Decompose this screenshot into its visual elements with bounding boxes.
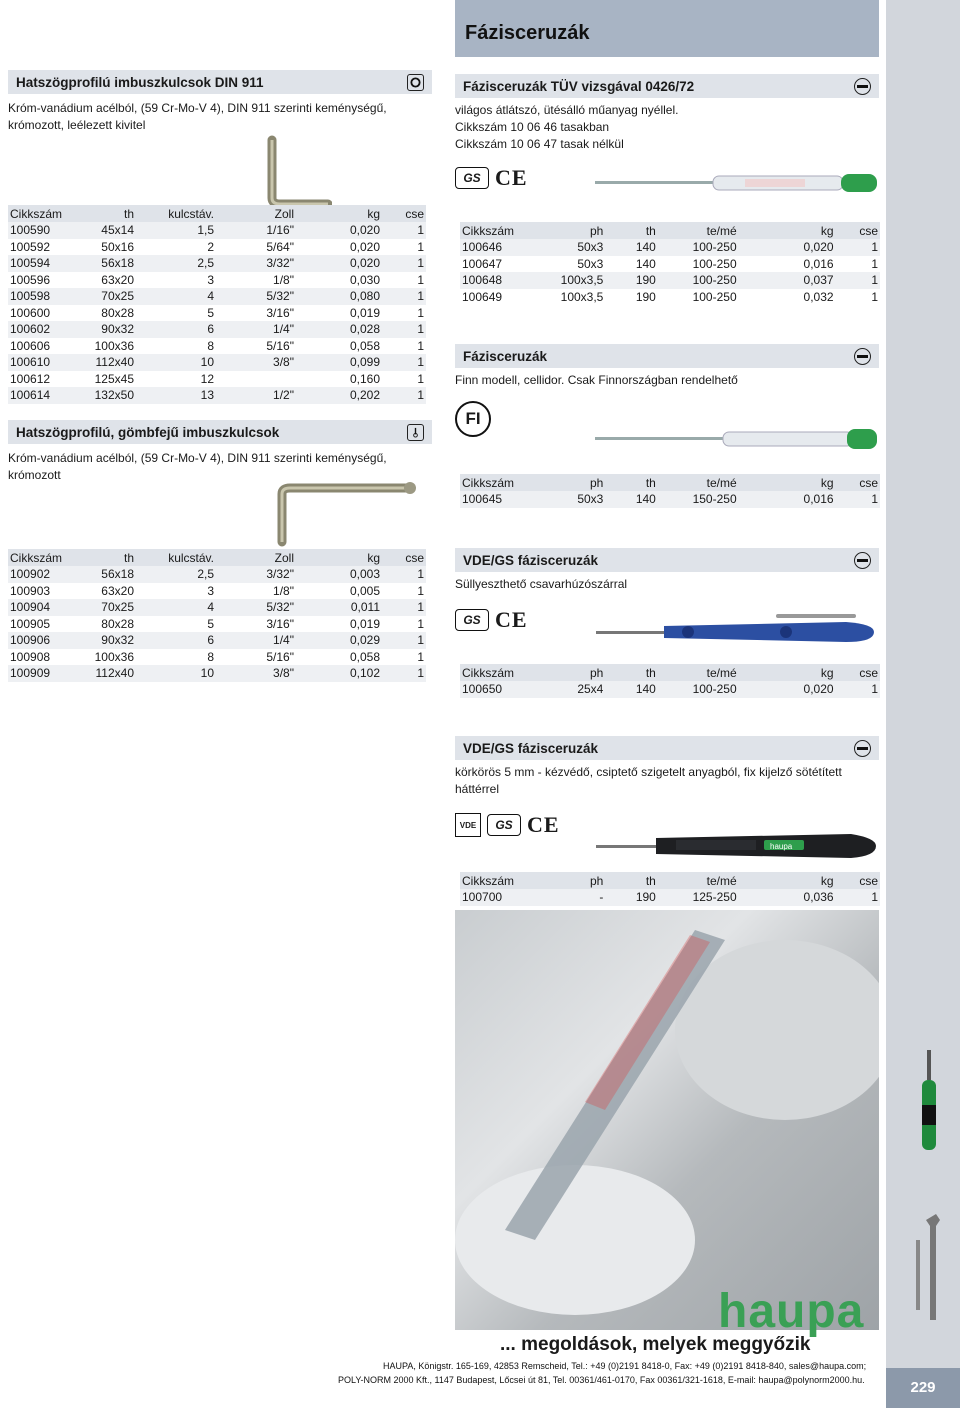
tool-brand-label: haupa [770,842,793,851]
table-cell: 1 [382,321,426,338]
table-cell: 8 [207,338,214,353]
column-header: th [605,222,658,239]
table-cell: 0,029 [296,632,382,649]
tester-in-socket-illustration [455,910,879,1330]
table-cell: 0,011 [296,599,382,616]
column-header: cse [836,872,880,889]
table-cell: 3/16" [266,305,294,320]
column-header: ph [537,222,606,239]
vde-tester-image [596,612,880,652]
table-cell: 90x32 [80,321,136,338]
table-cell: 0,020 [739,681,836,698]
table-row [8,599,426,616]
tools-icon [910,1210,950,1330]
section-description [8,100,432,134]
table-cell: 1 [417,616,424,631]
column-header: cse [836,222,880,239]
section-title-bar [455,736,879,760]
table-cell: 100x36 [94,649,134,664]
table-cell: 8 [207,649,214,664]
table-cell: 1/8" [273,583,294,598]
table-cell: 1 [382,222,426,239]
table-row [8,566,426,583]
table-cell: 1 [382,288,426,305]
tuv-tester-table [460,222,880,305]
table-cell: 5/16" [266,338,294,353]
table-cell: 6 [136,632,216,649]
ball-hex-key-table [8,549,426,682]
page-header [455,0,879,57]
column-header: Zoll [216,205,296,222]
table-cell: 100596 [10,272,51,287]
table-cell: 100905 [10,616,51,631]
table-cell: 100590 [8,222,80,239]
voltage-tester-image [595,168,881,198]
table-cell: 0,058 [349,338,380,353]
column-header: kg [296,205,382,222]
table-cell: 2 [207,239,214,254]
column-header: th [605,872,658,889]
table-cell: 1/4" [216,321,296,338]
column-header: te/mé [658,222,739,239]
table-row [460,491,880,508]
table-cell: 1 [382,599,426,616]
table-cell: 112x40 [80,665,136,682]
table-row [460,681,880,698]
desc-line: Cikkszám 10 06 46 tasakban [455,120,610,134]
gs-mark-icon: GS [487,814,521,836]
column-header: Cikkszám [8,549,80,566]
voltage-tester-fi-image [595,424,881,454]
table-cell: 100x3,5 [560,289,604,304]
table-cell: 0,020 [296,255,382,272]
table-cell: 1 [417,305,424,320]
table-cell: 1 [382,387,426,404]
table-cell: 100647 [462,256,503,271]
section-description: Finn modell, cellidor. Csak Finnországban rendelhető [455,373,738,387]
table-cell: 5/64" [266,239,294,254]
section-title-bar [455,548,879,572]
table-cell: 1 [871,289,878,304]
table-row [8,616,426,633]
table-row [460,239,880,256]
screwdriver-slot-icon [854,78,871,95]
desc-line: háttérrel [455,782,500,796]
table-cell: 100-250 [692,256,737,271]
table-cell: 100-250 [658,239,739,256]
table-cell: 50x3 [577,256,604,271]
table-cell: 1 [417,239,424,254]
table-cell: 0,016 [739,491,836,508]
table-cell: 190 [605,272,658,289]
table-cell: 3/8" [216,665,296,682]
table-cell: 56x18 [80,255,136,272]
column-header: th [80,205,136,222]
table-cell: 100614 [8,387,80,404]
table-cell [216,371,296,388]
footer-address-2: POLY-NORM 2000 Kft., 1147 Budapest, Lőcsei út 81, Tel. 00361/461-0170, Fax 00361/321-1618, E-mail: haupa@polynorm2000.hu. [338,1375,865,1385]
table-cell: 3/8" [216,354,296,371]
table-cell: 50x3 [537,491,606,508]
gs-mark-icon: GS [455,609,489,631]
table-cell: 5 [207,616,214,631]
table-cell: 100x36 [94,338,134,353]
table-cell: 12 [200,371,214,386]
table-cell: 100908 [10,649,51,664]
table-cell: 1 [417,272,424,287]
table-cell: 13 [136,387,216,404]
table-cell: 100650 [460,681,537,698]
column-header: kg [296,549,382,566]
ball-hex-key-image [270,480,420,552]
fi-mark-icon: FI [455,401,491,437]
column-header: Cikkszám [460,872,537,889]
page-title: Fázisceruzák [465,22,590,44]
brand-logo: haupa [718,1285,865,1338]
table-cell: - [537,889,606,906]
column-header: kg [739,664,836,681]
table-cell: 100612 [10,371,51,386]
table-cell: 5/32" [216,288,296,305]
table-cell: 1,5 [136,222,216,239]
table-cell: 5/16" [266,649,294,664]
vde-tester-table [460,664,880,698]
table-cell: 1 [417,371,424,386]
footer-slogan: ... megoldások, melyek meggyőzik [500,1334,811,1355]
table-cell: 100598 [8,288,80,305]
desc-line: krómozott [8,468,61,482]
table-cell: 0,020 [739,239,836,256]
column-header: Cikkszám [8,205,80,222]
column-header: th [605,664,658,681]
table-cell: 100648 [460,272,537,289]
table-cell: 0,019 [349,616,380,631]
table-cell: 100649 [462,289,503,304]
table-cell: 2,5 [136,566,216,583]
section-title-bar [455,344,879,368]
table-cell: 1 [382,632,426,649]
product-photo [455,910,879,1330]
vde-mark-icon: VDE [455,813,481,837]
shielded-tester-table [460,872,880,906]
table-cell: 0,202 [296,387,382,404]
table-cell: 1 [417,649,424,664]
right-margin-strip [886,0,960,1408]
table-cell: 0,037 [739,272,836,289]
table-cell: 100902 [8,566,80,583]
table-cell: 4 [136,288,216,305]
table-cell: 140 [605,681,658,698]
table-cell: 70x25 [80,599,136,616]
table-row [8,354,426,371]
section-title-bar [8,420,432,444]
table-cell: 1/4" [216,632,296,649]
table-cell: 3/16" [266,616,294,631]
section-title-bar [8,70,432,94]
section-description [8,450,432,484]
table-cell: 140 [635,256,656,271]
table-row [8,632,426,649]
screwdriver-slot-icon [854,552,871,569]
hex-socket-icon [407,74,424,91]
table-cell: 63x20 [101,583,134,598]
table-cell: 100594 [8,255,80,272]
table-cell: 112x40 [80,354,136,371]
table-cell: 3 [207,272,214,287]
table-cell: 10 [136,354,216,371]
table-cell: 0,019 [349,305,380,320]
table-cell: 1/8" [273,272,294,287]
table-cell: 1 [836,889,880,906]
table-cell: 0,160 [349,371,380,386]
table-cell: 3/32" [216,255,296,272]
table-cell: 1 [417,583,424,598]
table-cell: 100602 [8,321,80,338]
section-description [455,764,879,798]
desc-line: Cikkszám 10 06 47 tasak nélkül [455,137,624,151]
table-cell: 1 [836,681,880,698]
table-cell: 100-250 [692,289,737,304]
table-cell: 63x20 [101,272,134,287]
column-header: th [80,549,136,566]
table-cell: 190 [605,889,658,906]
ce-mark-icon: CE [527,812,560,837]
table-cell: 190 [635,289,656,304]
table-cell: 100646 [460,239,537,256]
column-header: cse [382,205,426,222]
section-hex-keys [8,70,432,134]
table-cell: 100903 [10,583,51,598]
table-cell: 0,028 [296,321,382,338]
table-row [8,239,426,256]
table-cell: 25x4 [537,681,606,698]
column-header: th [605,474,658,491]
table-cell: 4 [136,599,216,616]
table-row [8,272,426,289]
table-row [8,255,426,272]
section-title: Fázisceruzák [463,348,548,364]
column-header: te/mé [658,664,739,681]
table-cell: 1 [417,338,424,353]
table-cell: 10 [136,665,216,682]
column-header: kg [739,222,836,239]
table-row [8,222,426,239]
table-row [460,889,880,906]
table-cell: 5/32" [216,599,296,616]
table-cell: 56x18 [80,566,136,583]
column-header: Cikkszám [460,474,537,491]
ce-mark-icon: CE [495,165,528,190]
table-cell: 0,020 [349,239,380,254]
section-title-bar [455,74,879,98]
table-cell: 50x16 [101,239,134,254]
table-row [460,272,880,289]
table-cell: 1 [382,354,426,371]
desc-line: világos átlátszó, ütésálló műanyag nyéllel. [455,103,679,117]
table-cell: 0,005 [349,583,380,598]
hex-key-table [8,205,426,404]
section-vde-shielded [455,736,879,838]
column-header: cse [382,549,426,566]
ce-mark-icon: CE [495,607,528,632]
table-cell: 0,080 [296,288,382,305]
section-title: VDE/GS fázisceruzák [463,740,599,756]
table-cell: 100-250 [658,681,739,698]
table-cell: 100610 [8,354,80,371]
table-row [8,305,426,322]
table-cell: 1 [836,491,880,508]
table-cell: 0,102 [296,665,382,682]
table-cell: 100x3,5 [537,272,606,289]
column-header: ph [537,474,606,491]
table-cell: 0,058 [349,649,380,664]
table-cell: 1 [382,255,426,272]
column-header: kg [739,474,836,491]
hex-key-image [262,132,332,208]
desc-line: Króm-vanádium acélból, (59 Cr-Mo-V 4), DIN 911 szerinti keménységű, [8,101,387,115]
table-cell: 125x45 [94,371,134,386]
table-row [8,665,426,682]
table-cell: 100-250 [658,272,739,289]
table-cell: 1/2" [216,387,296,404]
table-cell: 45x14 [80,222,136,239]
column-header: cse [836,664,880,681]
table-cell: 100645 [460,491,537,508]
column-header: ph [537,664,606,681]
table-row [460,256,880,273]
table-cell: 5 [207,305,214,320]
table-cell: 132x50 [80,387,136,404]
table-cell: 0,036 [739,889,836,906]
table-cell: 100700 [460,889,537,906]
table-cell: 0,020 [296,222,382,239]
page-number: 229 [886,1368,960,1408]
table-cell: 80x28 [101,616,134,631]
desc-line: krómozott, leélezett kivitel [8,118,146,132]
section-title: Fázisceruzák TÜV vizsgával 0426/72 [463,78,695,94]
table-cell: 1 [382,665,426,682]
table-row [8,371,426,388]
table-cell: 90x32 [80,632,136,649]
column-header: kg [739,872,836,889]
table-cell: 70x25 [80,288,136,305]
table-cell: 0,003 [296,566,382,583]
table-cell: 0,030 [349,272,380,287]
table-row [460,289,880,306]
table-cell: 1 [836,272,880,289]
column-header: te/mé [658,872,739,889]
column-header: ph [537,872,606,889]
table-cell: 2,5 [136,255,216,272]
screwdriver-slot-icon [854,348,871,365]
column-header: kulcstáv. [136,205,216,222]
table-cell: 125-250 [658,889,739,906]
table-cell: 1/16" [216,222,296,239]
table-cell: 3/32" [216,566,296,583]
finnish-tester-table [460,474,880,508]
table-cell: 6 [136,321,216,338]
table-cell: 1 [836,239,880,256]
table-cell: 100906 [8,632,80,649]
shielded-tester-image [596,826,880,866]
gs-mark-icon: GS [455,167,489,189]
section-title: Hatszögprofilú, gömbfejű imbuszkulcsok [16,424,280,440]
table-cell: 80x28 [101,305,134,320]
table-row [8,387,426,404]
table-cell: 0,099 [296,354,382,371]
table-cell: 100592 [10,239,51,254]
table-cell: 100904 [8,599,80,616]
table-cell: 50x3 [537,239,606,256]
ball-end-icon [407,424,424,441]
table-cell: 1 [871,256,878,271]
column-header: Cikkszám [460,664,537,681]
screwdriver-slot-icon [854,740,871,757]
table-cell: 150-250 [658,491,739,508]
table-row [8,321,426,338]
column-header: Zoll [216,549,296,566]
desc-line: Króm-vanádium acélból, (59 Cr-Mo-V 4), DIN 911 szerinti keménységű, [8,451,387,465]
column-header: cse [836,474,880,491]
table-row [8,338,426,355]
table-cell: 100909 [8,665,80,682]
screwdriver-icon [914,1050,944,1160]
table-row [8,649,426,666]
table-cell: 140 [605,239,658,256]
table-cell: 100606 [10,338,51,353]
column-header: te/mé [658,474,739,491]
table-cell: 140 [605,491,658,508]
section-title: Hatszögprofilú imbuszkulcsok DIN 911 [16,74,264,90]
table-cell: 3 [207,583,214,598]
column-header: kulcstáv. [136,549,216,566]
section-title: VDE/GS fázisceruzák [463,552,599,568]
section-ball-hex-keys [8,420,432,484]
table-cell: 0,032 [803,289,834,304]
table-cell: 0,016 [803,256,834,271]
footer-address-1: HAUPA, Königstr. 165-169, 42853 Remscheid, Tel.: +49 (0)2191 8418-0, Fax: +49 (0)2191 8418-840, sales@haupa.com; [383,1361,867,1371]
table-row [8,583,426,600]
section-description: Süllyeszthető csavarhúzószárral [455,577,628,591]
table-row [8,288,426,305]
column-header: Cikkszám [460,222,537,239]
desc-line: körkörös 5 mm - kézvédő, csiptető szigetelt anyagból, fix kijelző sötétített [455,765,842,779]
table-cell: 1 [382,566,426,583]
section-description [455,102,879,153]
table-cell: 100600 [10,305,51,320]
